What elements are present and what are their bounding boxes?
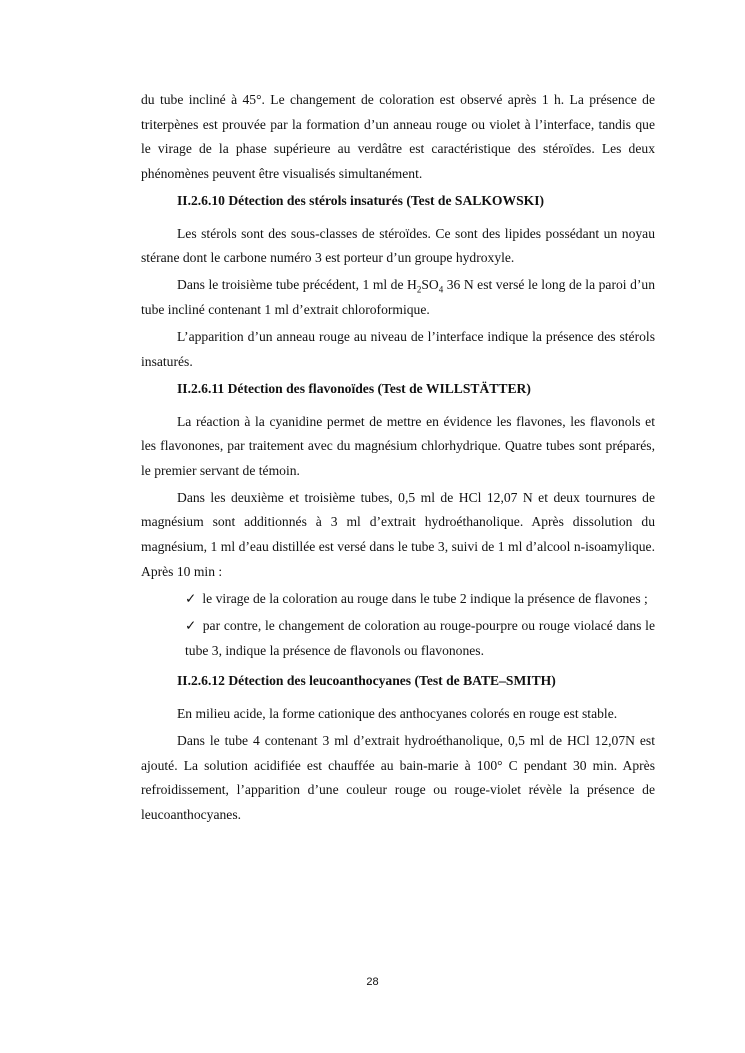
checkmark-icon: ✓ <box>185 618 197 634</box>
list-item <box>185 614 655 663</box>
body-text <box>141 88 655 830</box>
paragraph-sterols-protocol <box>141 273 655 322</box>
list-item-text: par contre, le changement de coloration au rouge-pourpre ou rouge violacé dans le tube 3, indique la présence de flavonols ou flavonones. <box>185 618 655 658</box>
subscript: 4 <box>438 285 444 296</box>
paragraph-sterols-result: L’apparition d’un anneau rouge au niveau de l’interface indique la présence des stérols insaturés. <box>141 329 655 369</box>
text-segment: Dans le troisième tube précédent, 1 ml de H <box>177 277 417 293</box>
heading-salkowski: II.2.6.10 Détection des stérols insaturés (Test de SALKOWSKI) <box>177 192 545 208</box>
paragraph-sterols-definition: Les stérols sont des sous-classes de stéroïdes. Ce sont des lipides possédant un noyau stérane dont le carbone numéro 3 est porteur d’un groupe hydroxyle. <box>141 225 655 266</box>
list-item-text: le virage de la coloration au rouge dans le tube 2 indique la présence de flavones ; <box>202 590 648 606</box>
subscript: 2 <box>416 285 422 296</box>
heading-willstatter: II.2.6.11 Détection des flavonoïdes (Test de WILLSTÄTTER) <box>177 380 531 396</box>
paragraph-leucoanthocyanes-protocol: Dans le tube 4 contenant 3 ml d’extrait hydroéthanolique, 0,5 ml de HCl 12,07N est ajouté. La solution acidifiée est chauffée au bain-marie à 100° C pendant 30 min. Après refroidissement, l’apparition d’une couleur rouge ou rouge-violet révèle la présence de leucoanthocyanes. <box>141 733 655 822</box>
heading-bate-smith: II.2.6.12 Détection des leucoanthocyanes (Test de BATE–SMITH) <box>177 673 556 689</box>
text-segment: 36 N est versé le long de la paroi d’un tube incliné contenant 1 ml d’extrait chloroformique. <box>141 277 655 317</box>
paragraph-triterpenes: du tube incliné à 45°. Le changement de coloration est observé après 1 h. La présence de triterpènes est prouvée par la formation d’un anneau rouge ou violet à l’interface, tandis que le virage de la phase supérieure au verdâtre est caractéristique des stéroïdes. Les deux phénomènes peuvent être visualisés simultanément. <box>141 92 655 181</box>
paragraph-flavonoid-protocol: Dans les deuxième et troisième tubes, 0,5 ml de HCl 12,07 N et deux tournures de magnésium sont additionnés à 3 ml d’extrait hydroéthanolique. Après dissolution du magnésium, 1 ml d’eau distillée est versé dans le tube 3, suivi de 1 ml d’alcool n-isoamylique. Après 10 min : <box>141 489 655 579</box>
paragraph-acid-medium: En milieu acide, la forme cationique des anthocyanes colorés en rouge est stable. <box>177 705 618 721</box>
page-number: 28 <box>366 976 379 988</box>
checkmark-icon: ✓ <box>185 590 197 606</box>
list-item <box>185 587 655 612</box>
text-segment: SO <box>421 277 439 293</box>
paragraph-cyanidine: La réaction à la cyanidine permet de mettre en évidence les flavones, les flavonols et les flavonones, par traitement avec du magnésium chlorhydrique. Quatre tubes sont préparés, le premier servant de témoin. <box>141 413 655 478</box>
